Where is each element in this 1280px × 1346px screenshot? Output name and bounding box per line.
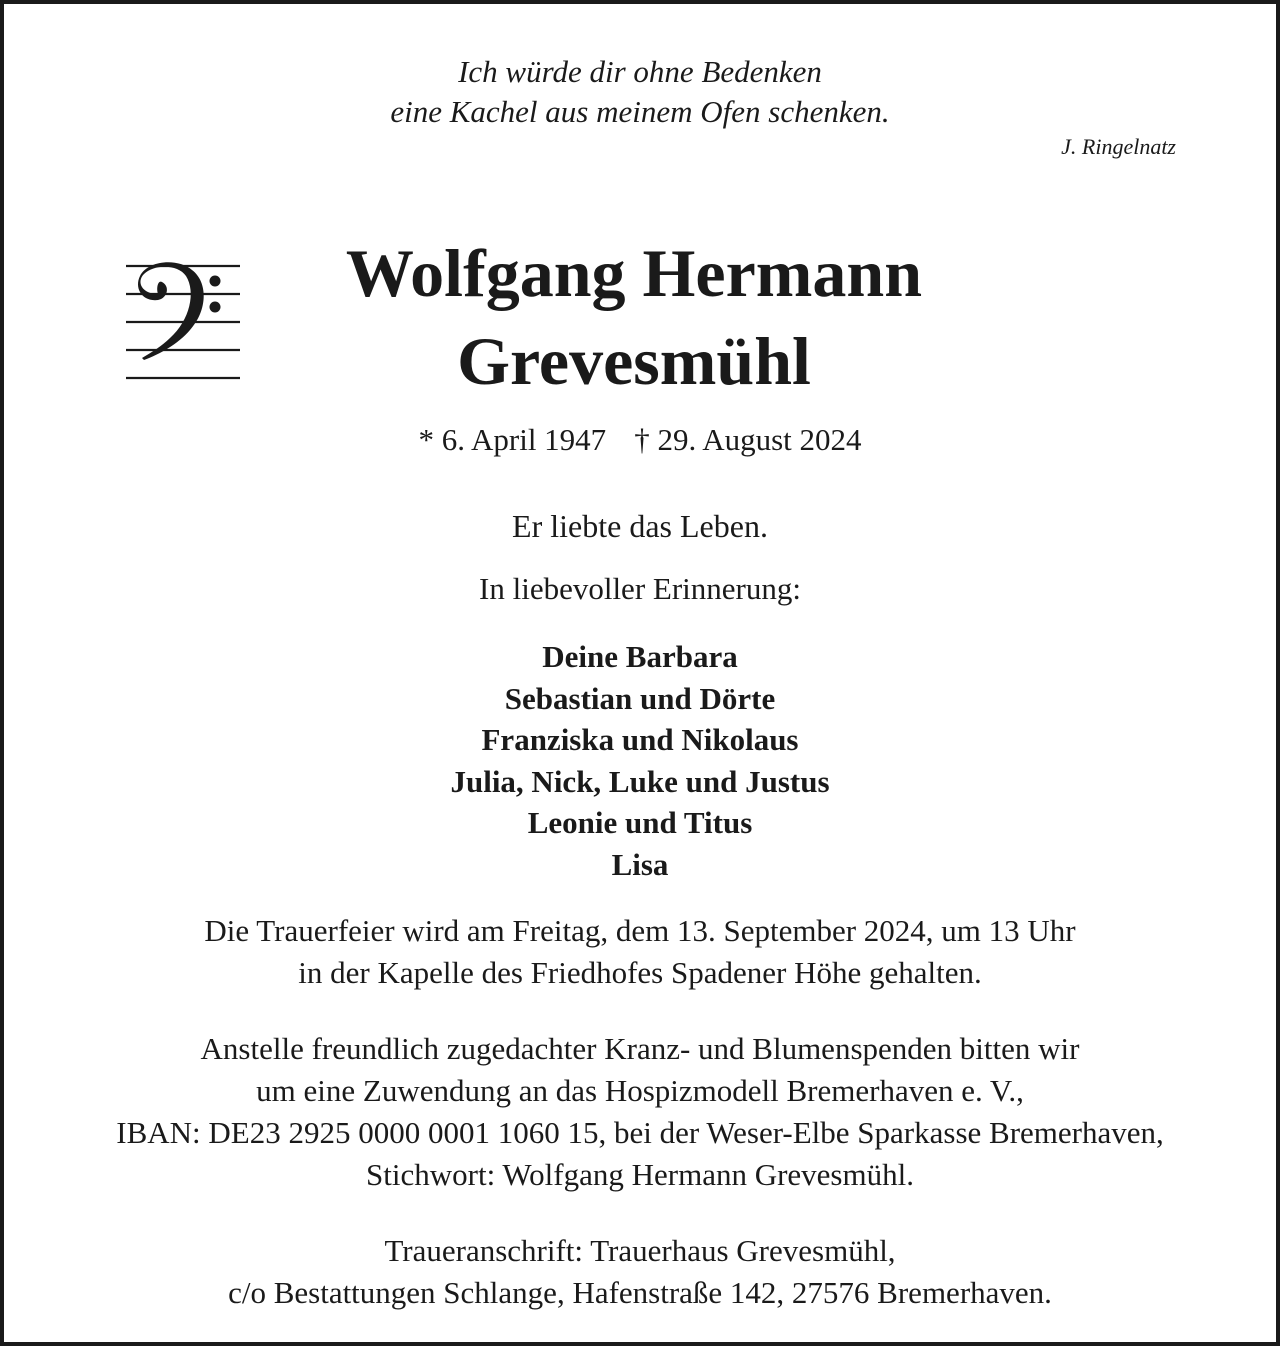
quote-author: J. Ringelnatz bbox=[1061, 134, 1176, 159]
deceased-name-first: Wolfgang Hermann bbox=[345, 235, 923, 311]
deceased-name-last: Grevesmühl bbox=[457, 323, 811, 399]
funeral-line: Die Trauerfeier wird am Freitag, dem 13. September 2024, um 13 Uhr bbox=[204, 913, 1076, 948]
donation-line: Anstelle freundlich zugedachter Kranz- und Blumenspenden bitten wir bbox=[200, 1031, 1080, 1066]
quote-line: Ich würde dir ohne Bedenken bbox=[458, 54, 822, 89]
birth-date: * 6. April 1947 bbox=[418, 422, 607, 457]
family-entry: Franziska und Nikolaus bbox=[481, 722, 799, 757]
family-entry: Lisa bbox=[611, 846, 669, 882]
memory-intro: In liebevoller Erinnerung: bbox=[479, 571, 801, 606]
funeral-line: in der Kapelle des Friedhofes Spadener Höhe gehalten. bbox=[298, 955, 982, 990]
quote bbox=[4, 52, 1276, 132]
family-list bbox=[4, 636, 1276, 885]
donation-notice bbox=[4, 1028, 1276, 1196]
family-entry: Deine Barbara bbox=[542, 639, 738, 674]
address-line: Traueranschrift: Trauerhaus Grevesmühl, bbox=[384, 1233, 896, 1268]
address-line: c/o Bestattungen Schlange, Hafenstraße 142, 27576 Bremerhaven. bbox=[228, 1275, 1052, 1310]
motto: Er liebte das Leben. bbox=[512, 508, 768, 544]
life-dates bbox=[4, 422, 1276, 458]
funeral-notice bbox=[4, 910, 1276, 994]
mourning-address bbox=[4, 1230, 1276, 1314]
family-entry: Julia, Nick, Luke und Justus bbox=[450, 763, 830, 799]
family-entry: Sebastian und Dörte bbox=[504, 680, 776, 716]
family-entry: Leonie und Titus bbox=[527, 805, 753, 840]
donation-line: um eine Zuwendung an das Hospizmodell Bremerhaven e. V., bbox=[256, 1073, 1024, 1108]
donation-line: IBAN: DE23 2925 0000 0001 1060 15, bei der Weser-Elbe Sparkasse Bremerhaven, bbox=[116, 1115, 1164, 1150]
quote-line: eine Kachel aus meinem Ofen schenken. bbox=[390, 94, 890, 129]
donation-line: Stichwort: Wolfgang Hermann Grevesmühl. bbox=[366, 1157, 914, 1192]
death-date: † 29. August 2024 bbox=[634, 422, 862, 457]
